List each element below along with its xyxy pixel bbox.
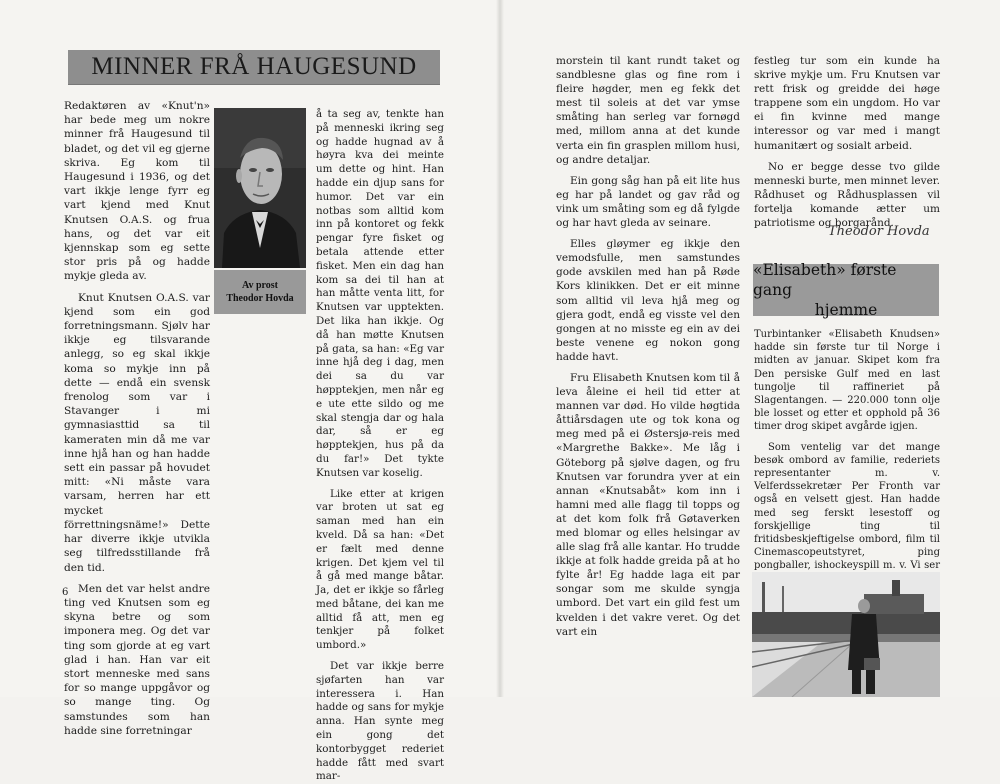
page-gutter — [496, 0, 504, 697]
paragraph: Som ventelig var det mange besøk ombord av familie, rederiets representanter m. v. Velferdssekretær Per Fronth var også en velsett gjest. Han hadde med seg ferskt lesestoff og forskjellige ting til fritidsbeskjeftigelse ombord, film til Cinemascopeutstyret, ping pongballer, ishockeyspill m. v. Vi ser — [754, 441, 940, 572]
elisabeth-article — [754, 328, 940, 586]
article-title-banner — [68, 50, 440, 85]
paragraph: Redaktøren av «Knut'n» har bede meg um nokre minner frå Haugesund til bladet, og det vil eg gjerne skriva. Eg kom til Haugesund i 1936, og det vart ikkje lenge fyrr eg vart kjend med Knut Knutsen O.A.S. og frua hans, og det var eit kjennskap som eg sette stor pris på og hadde mykje gleda av. — [64, 100, 210, 283]
paragraph: Men det var helst andre ting ved Knutsen som eg skyna betre og som imponera meg. Og det var ting som gjorde at eg vart glad i han. Han var eit stort menneske med sans for so mange uppgåvor og so mange ting. Og samstundes som han hadde sine forretningar — [64, 582, 210, 737]
paragraph: Ein gong såg han på eit lite hus eg har på landet og gav råd og vink um småting som eg då fylgde og har havt gleda av seinare. — [556, 174, 740, 230]
article-title: MINNER FRÅ HAUGESUND — [91, 53, 417, 80]
column-4-top — [754, 54, 940, 230]
column-1 — [64, 99, 210, 738]
paragraph: morstein til kant rundt taket og sandblesne glas og fine rom i fleire høgder, men eg fekk det mest til soleis at det var ymse småting han serleg var fornøgd med, millom anna at det kunde verta ein fin grasplen millom husi, og andre detaljar. — [556, 55, 740, 166]
photo-caption — [214, 270, 306, 314]
paragraph: No er begge desse tvo gilde menneski burte, men minnet lever. Rådhuset og Rådhusplassen vil fortelja komande ætter um patriotisme og borgarånd. — [754, 160, 940, 230]
paragraph: Fru Elisabeth Knutsen kom til å leva åleine ei heil tid etter at mannen var død. Ho vilde høgtida åttiårsdagen ute og tok kona og meg med på ei Østersjø-reis med «Margrethe Bakke». Me låg i Göteborg på sjølve dagen, og fru Knutsen var forundra yver at ein annan «Knutsabåt» kom inn i hamni med alle flagg til topps og at det kom folk frå Gøtaverken med blomar og elles helsingar av alle slag frå alle kantar. Ho trudde ikkje at folk hadde greida på at ho fylte år! Eg hadde laga eit par songar som me skulde syngja umbord. Det vart ein gild fest um kvelden i det vakre veret. Og det vart ein — [556, 371, 740, 638]
paragraph: Knut Knutsen O.A.S. var kjend som ein god forretningsmann. Sjølv har ikkje eg tilsvarande anlegg, so eg skal ikkje koma so mykje inn på dette — endå ein svensk frenolog som var i Stavanger i mi gymnasiasttid sa til kameraten min då me var inne hjå han og han hadde sett ein passar på hovudet mitt: «Ni måste vara varsam, herren har ett mycket förrettningsnäme!» Dette har diverre ikkje utvikla seg tilfredsstillande frå den tid. — [64, 291, 210, 574]
caption-line-2: Theodor Hovda — [226, 293, 294, 304]
ship-photo — [752, 572, 940, 697]
column-2 — [316, 108, 444, 784]
paragraph: Elles gløymer eg ikkje den vemodsfulle, men samstundes gode avskilen med han på Røde Kors klinikken. Det er eit minne som alltid vil leva hjå meg og gjera godt, endå eg visste vel den gongen at no misste eg ein av dei beste venene eg nokon gong hadde havt. — [556, 238, 740, 363]
page-number: 6 — [62, 587, 69, 598]
paragraph: Like etter at krigen var broten ut sat eg saman med han ein kveld. Då sa han: «Det er fælt med denne krigen. Det kjem vel til å gå med mange båtar. Ja, det er ikkje so fårleg med båtane, dei kan me alltid få att, men eg tenkjer på folket umbord.» — [316, 487, 444, 652]
paragraph: å ta seg av, tenkte han på menneski ikring seg og hadde hugnad av å høyra kva dei meinte um dette og hint. Han hadde ein djup sans for humor. Det var ein notbas som alltid kom inn på kontoret og fekk pengar fyre fisket og betala attende etter fisket. Men ein dag han kom sa dei til han at han måtte venta litt, for Knutsen var upptekten. Det lika han ikkje. Og då han møtte Knutsen på gata, sa han: «Eg var inne hjå deg i dag, men dei sa du var høpptekjen, men når eg e ute ette sildo og me skal stengja dar og hala dar, så er eg høpptekjen, hus på da du far!» Det tykte Knutsen var koselig. — [316, 108, 444, 479]
elisabeth-heading-box — [753, 261, 939, 319]
elisabeth-heading-line-2: hjemme — [814, 301, 878, 319]
paragraph: Det var ikkje berre sjøfarten han var interessera i. Han hadde og sans for mykje anna. Han synte meg ein gong det kontorbygget rederiet hadde fått med svart mar- — [316, 660, 444, 783]
signature: Theodor Hovda — [828, 224, 930, 239]
elisabeth-heading-line-1: «Elisabeth» første gang — [753, 261, 897, 299]
paragraph: Turbintanker «Elisabeth Knudsen» hadde sin første tur til Norge i midten av januar. Skipet kom fra Den persiske Gulf med en last tungolje til raffineriet på Slagentangen. — 220.000 tonn olje ble losset og etter et opphold på 36 timer drog skipet avgårde igjen. — [754, 329, 940, 433]
paragraph: festleg tur som ein kunde ha skrive mykje um. Fru Knutsen var rett frisk og greidde dei høge trappene som ein ungdom. Ho var ei fin kvinne med mange interessor og var med i mangt humanitært og sosialt arbeid. — [754, 55, 940, 152]
column-3 — [556, 54, 740, 639]
portrait-photo — [214, 108, 306, 268]
caption-line-1: Av prost — [241, 280, 279, 291]
